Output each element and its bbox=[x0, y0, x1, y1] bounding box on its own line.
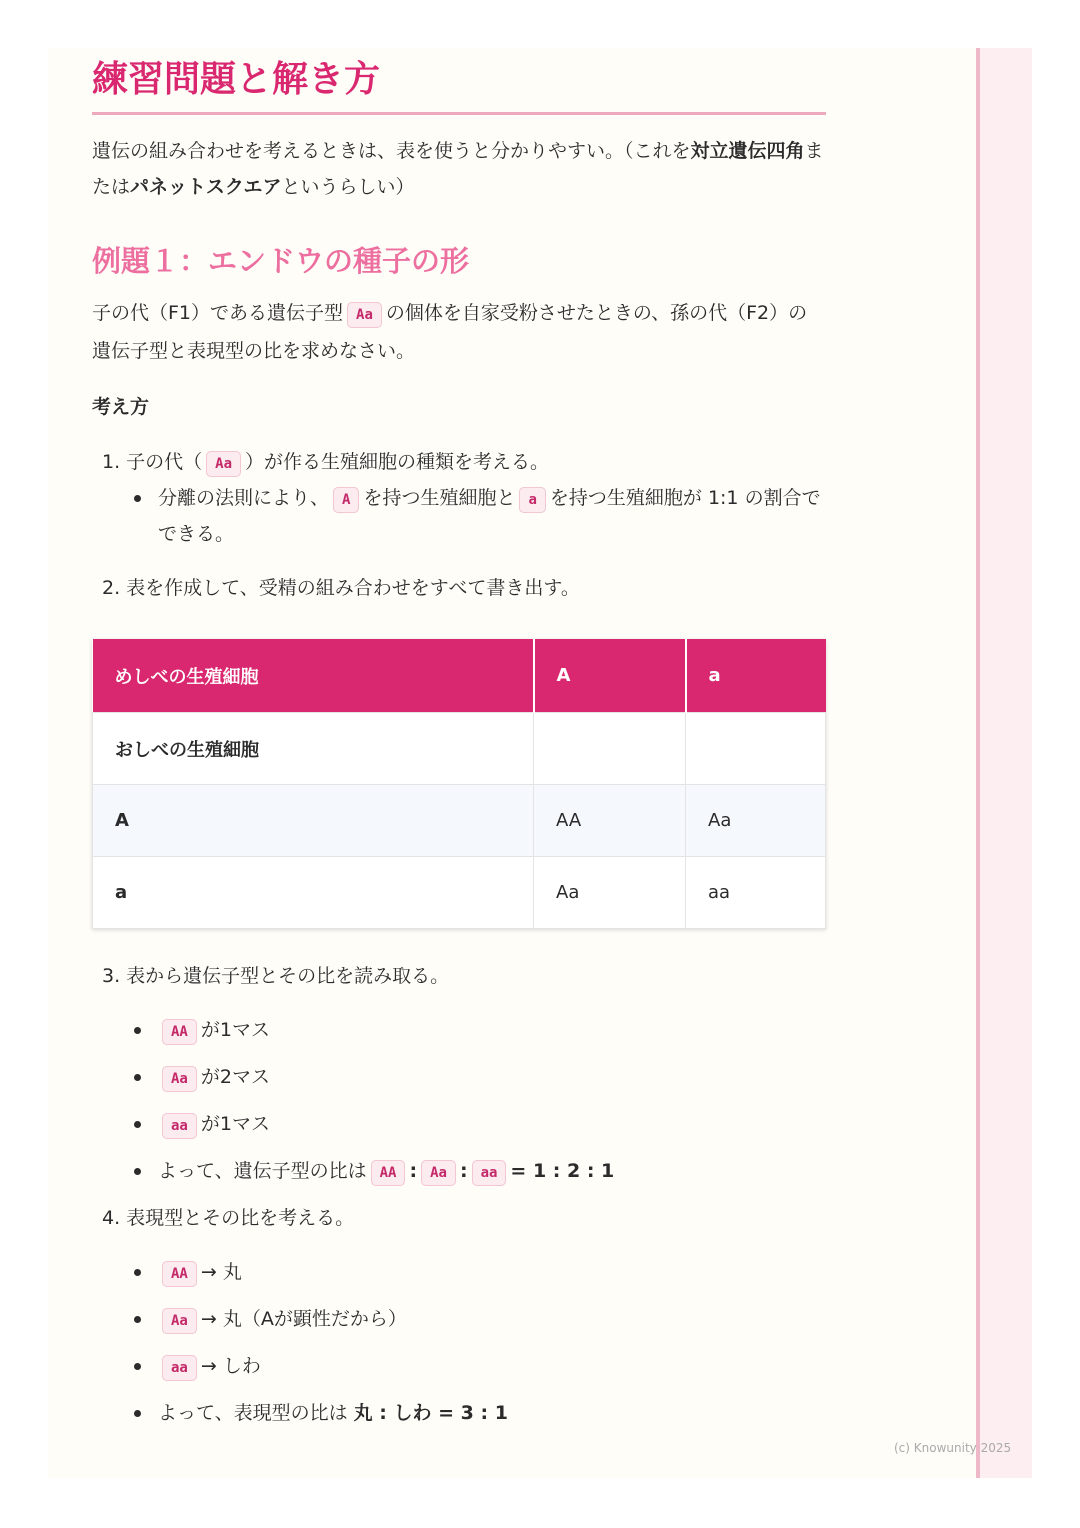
table-cell: A bbox=[93, 785, 534, 857]
text: の個体を自家受粉させたときの、孫の代（F2）の遺伝子型と表現型の比を求めなさい。 bbox=[92, 302, 808, 362]
text: が2マス bbox=[200, 1066, 270, 1088]
ratio: = 1 : 2 : 1 bbox=[510, 1160, 615, 1182]
text: 遺伝の組み合わせを考えるときは、表を使うと分かりやすい。（これを bbox=[92, 140, 691, 162]
table-row bbox=[93, 713, 826, 785]
table-cell bbox=[534, 713, 686, 785]
list-item bbox=[158, 1349, 826, 1385]
example-heading: 例題１：エンドウの種子の形 bbox=[92, 244, 470, 278]
list-item bbox=[158, 1060, 826, 1096]
ratio: 丸 : しわ = 3 : 1 bbox=[353, 1402, 508, 1424]
code-chip: Aa bbox=[421, 1160, 456, 1186]
text: ）が作る生殖細胞の種類を考える。 bbox=[245, 451, 550, 473]
list-item bbox=[158, 1255, 826, 1291]
table-cell: a bbox=[93, 857, 534, 929]
list-item bbox=[158, 1013, 826, 1049]
text: を持つ生殖細胞と bbox=[363, 487, 516, 509]
margin-strip bbox=[976, 48, 1032, 1478]
step-3: 3. 表から遺伝子型とその比を読み取る。 bbox=[102, 965, 450, 987]
code-chip: Aa bbox=[206, 451, 241, 477]
text: または bbox=[92, 140, 824, 198]
table-row bbox=[93, 857, 826, 929]
steps bbox=[92, 445, 826, 1430]
code-chip: A bbox=[333, 487, 359, 513]
code-chip: aa bbox=[162, 1113, 197, 1139]
question bbox=[92, 295, 826, 369]
text: よって、表現型の比は bbox=[158, 1402, 348, 1424]
page-sheet bbox=[48, 48, 1032, 1478]
bold-term: 対立遺伝四角 bbox=[690, 140, 805, 162]
margin-line bbox=[976, 48, 980, 1478]
table-header-row bbox=[93, 639, 826, 713]
text: というらしい） bbox=[281, 176, 415, 198]
table-header: a bbox=[686, 639, 826, 713]
table-cell: Aa bbox=[686, 785, 826, 857]
content bbox=[92, 48, 826, 1441]
table-cell: Aa bbox=[534, 857, 686, 929]
step-1 bbox=[102, 445, 826, 481]
code-chip: aa bbox=[162, 1355, 197, 1381]
bold-term: パネットスクエア bbox=[130, 176, 282, 198]
page-title: 練習問題と解き方 bbox=[92, 48, 826, 115]
separator: : bbox=[459, 1160, 468, 1182]
approach-heading: 考え方 bbox=[92, 396, 150, 418]
punnett-table bbox=[92, 639, 826, 929]
text: を持つ生殖細胞が 1:1 の割合でできる。 bbox=[158, 487, 821, 545]
code-chip: AA bbox=[371, 1160, 406, 1186]
table-cell: おしべの生殖細胞 bbox=[93, 713, 534, 785]
text: 子の代（F1）である遺伝子型 bbox=[92, 302, 344, 324]
list-item bbox=[158, 1107, 826, 1143]
code-chip: AA bbox=[162, 1019, 197, 1045]
text: よって、遺伝子型の比は bbox=[158, 1160, 367, 1182]
text: が1マス bbox=[200, 1113, 270, 1135]
code-chip: aa bbox=[472, 1160, 507, 1186]
table-cell: aa bbox=[686, 857, 826, 929]
table-row bbox=[93, 785, 826, 857]
code-chip: a bbox=[519, 487, 545, 513]
text: 分離の法則により、 bbox=[158, 487, 330, 509]
text: → 丸（Aが顕性だから） bbox=[200, 1308, 407, 1330]
table-header: めしべの生殖細胞 bbox=[93, 639, 534, 713]
list-item bbox=[158, 1396, 826, 1430]
table-header: A bbox=[534, 639, 686, 713]
table-cell bbox=[686, 713, 826, 785]
code-chip: Aa bbox=[162, 1066, 197, 1092]
code-chip: AA bbox=[162, 1261, 197, 1287]
separator: : bbox=[409, 1160, 418, 1182]
step-2: 2. 表を作成して、受精の組み合わせをすべて書き出す。 bbox=[102, 577, 580, 599]
text: 1. 子の代（ bbox=[102, 451, 203, 473]
text: → 丸 bbox=[200, 1261, 242, 1283]
copyright-footer: (c) Knowunity 2025 bbox=[894, 1441, 1012, 1455]
text: が1マス bbox=[200, 1019, 270, 1041]
table-cell: AA bbox=[534, 785, 686, 857]
list-item bbox=[158, 481, 826, 551]
list-item bbox=[158, 1154, 826, 1190]
code-chip: Aa bbox=[162, 1308, 197, 1334]
step-4: 4. 表現型とその比を考える。 bbox=[102, 1207, 355, 1229]
intro-paragraph bbox=[92, 133, 826, 205]
code-chip: Aa bbox=[347, 302, 382, 328]
list-item bbox=[158, 1302, 826, 1338]
text: → しわ bbox=[200, 1355, 261, 1377]
